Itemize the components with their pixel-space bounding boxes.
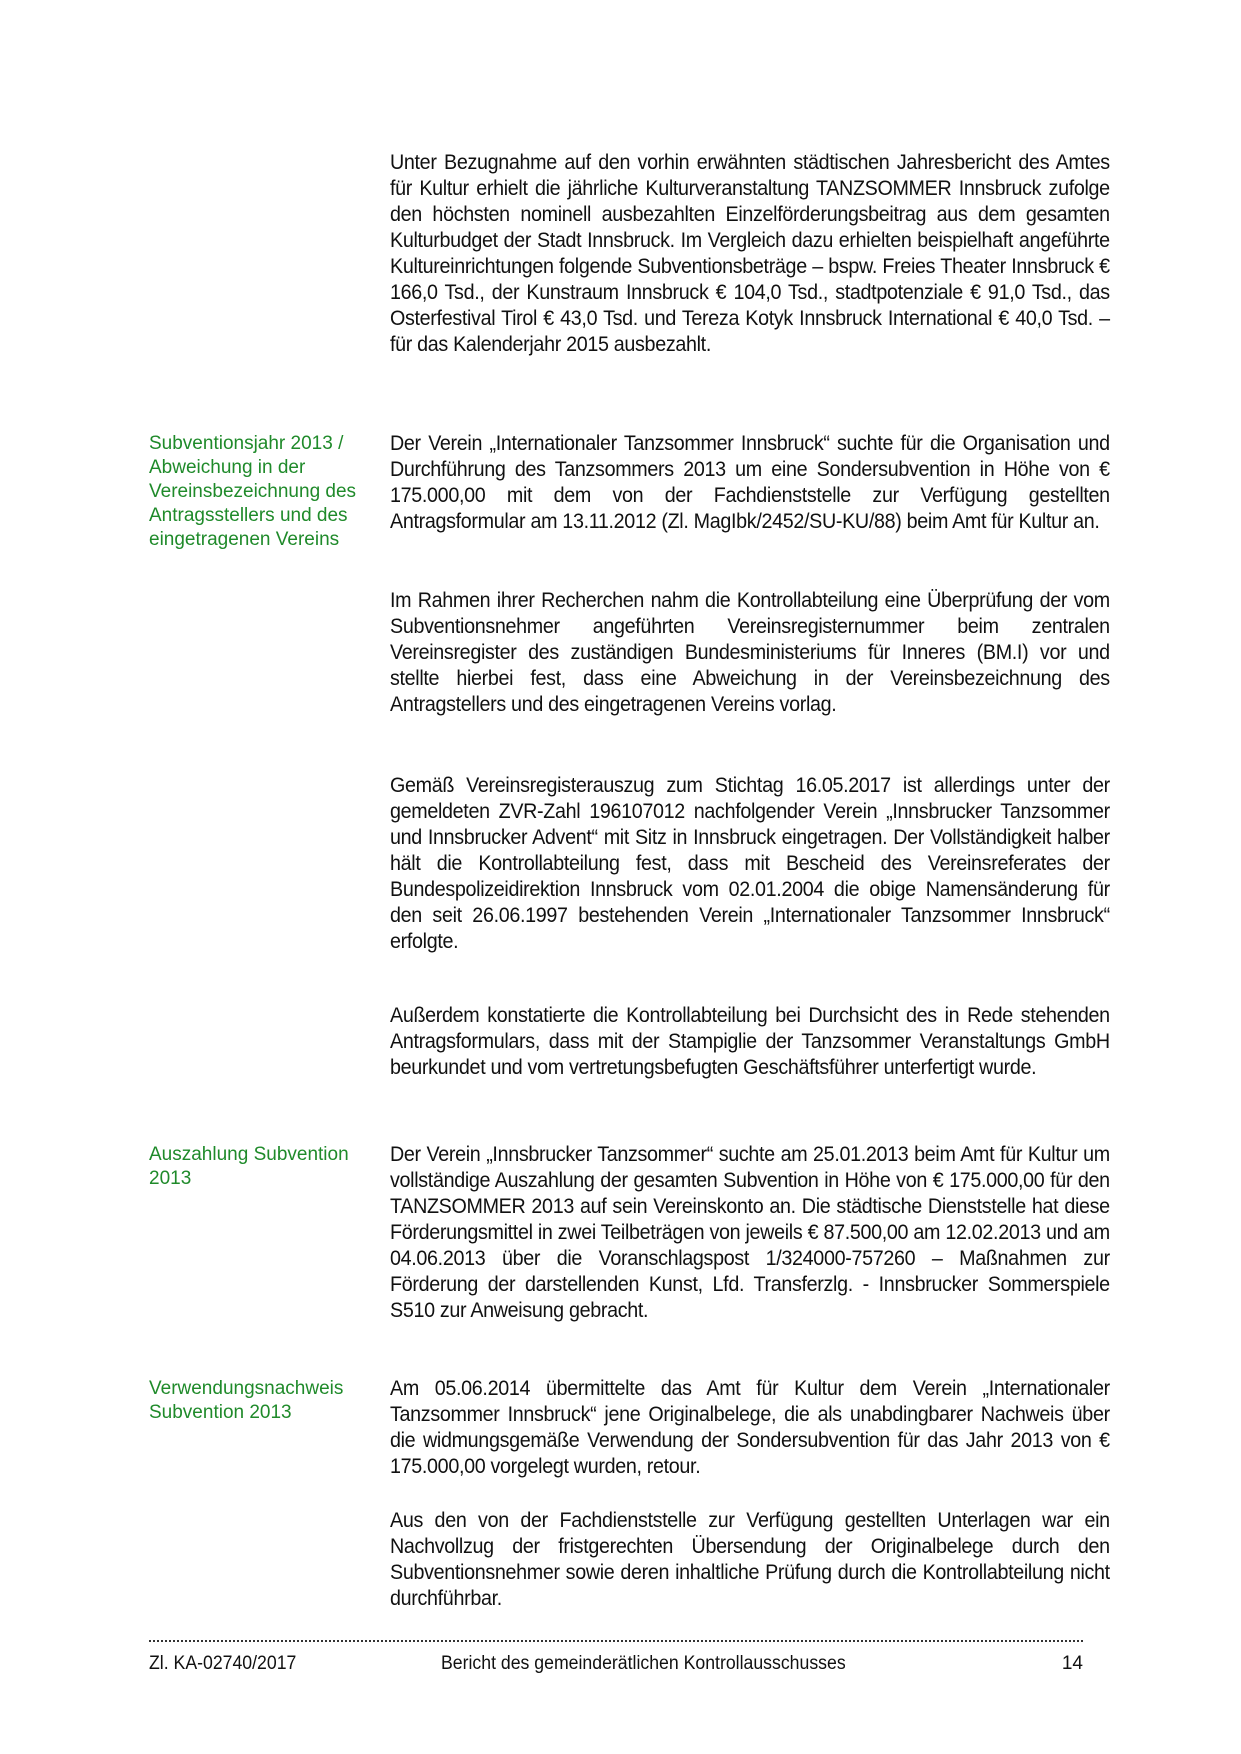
- paragraph-text: Unter Bezugnahme auf den vorhin erwähnten städtischen Jahresbericht des Amtes für Kultur erhielt die jährliche Kulturveranstaltung TANZSOMMER Innsbruck zufolge den höchsten nominell ausbezahlten Einzelförderungsbeitrag aus dem gesamten Kulturbudget der Stadt Innsbruck. Im Vergleich dazu erhielten beispielhaft angeführte Kultureinrichtungen folgende Subventionsbeträge – bspw. Freies Theater Innsbruck € 166,0 Tsd., der Kunstraum Innsbruck € 104,0 Tsd., stadtpotenziale € 91,0 Tsd., das Osterfestival Tirol € 43,0 Tsd. und Tereza Kotyk Innsbruck International € 40,0 Tsd. – für das Kalenderjahr 2015 ausbezahlt.: [390, 151, 1110, 356]
- footer-reference: Zl. KA-02740/2017: [149, 1653, 297, 1674]
- paragraph-originalbelege: [390, 1376, 1110, 1480]
- paragraph-auszahlung: [390, 1142, 1110, 1324]
- page-footer: [149, 1651, 1083, 1677]
- paragraph-text: Am 05.06.2014 übermittelte das Amt für Kultur dem Verein „Internationaler Tanzsommer Innsbruck“ jene Originalbelege, die als unabdingbarer Nachweis über die widmungsgemäße Verwendung der Sondersubvention für das Jahr 2013 von € 175.000,00 vorgelegt wurden, retour.: [390, 1377, 1110, 1478]
- paragraph-text: Gemäß Vereinsregisterauszug zum Stichtag 16.05.2017 ist allerdings unter der gemeldeten ZVR-Zahl 196107012 nachfolgender Verein „Innsbrucker Tanzsommer und Innsbrucker Advent“ mit Sitz in Innsbruck eingetragen. Der Vollständigkeit halber hält die Kontrollabteilung fest, dass mit Bescheid des Vereinsreferates der Bundespolizeidirektion Innsbruck vom 02.01.2004 die obige Namensänderung für den seit 26.06.1997 bestehenden Verein „Internationaler Tanzsommer Innsbruck“ erfolgte.: [390, 774, 1110, 953]
- page-number: 14: [1061, 1653, 1083, 1674]
- paragraph-text: Der Verein „Innsbrucker Tanzsommer“ suchte am 25.01.2013 beim Amt für Kultur um vollständige Auszahlung der gesamten Subvention in Höhe von € 175.000,00 für den TANZSOMMER 2013 auf sein Vereinskonto an. Die städtische Dienststelle hat diese Förderungsmittel in zwei Teilbeträgen von jeweils € 87.500,00 am 12.02.2013 und am 04.06.2013 über die Voranschlagspost 1/324000-757260 – Maßnahmen zur Förderung der darstellenden Kunst, Lfd. Transferzlg. - Innsbrucker Sommerspiele S510 zur Anweisung gebracht.: [390, 1143, 1110, 1322]
- paragraph-text: Aus den von der Fachdienststelle zur Verfügung gestellten Unterlagen war ein Nachvollzug der fristgerechten Übersendung der Originalbelege durch den Subventionsnehmer sowie deren inhaltliche Prüfung durch die Kontrollabteilung nicht durchführbar.: [390, 1509, 1110, 1610]
- footer-title: Bericht des gemeinderätlichen Kontrollausschusses: [441, 1653, 846, 1674]
- paragraph-recherchen: [390, 588, 1110, 718]
- paragraph-jahresbericht: [390, 150, 1110, 358]
- margin-note-abweichung: Subventionsjahr 2013 / Abweichung in der Vereinsbezeichnung des Antragsstellers und des eingetragenen Vereins: [149, 433, 357, 550]
- paragraph-unterlagen: [390, 1508, 1110, 1612]
- paragraph-antragsformular: [390, 1003, 1110, 1081]
- footer-divider: [149, 1640, 1083, 1642]
- margin-note-verwendungsnachweis: Verwendungsnachweis Subvention 2013: [149, 1378, 344, 1423]
- paragraph-text: Der Verein „Internationaler Tanzsommer Innsbruck“ suchte für die Organisation und Durchführung des Tanzsommers 2013 um eine Sondersubvention in Höhe von € 175.000,00 mit dem von der Fachdienststelle zur Verfügung gestellten Antragsformular am 13.11.2012 (Zl. MagIbk/2452/SU-KU/88) beim Amt für Kultur an.: [390, 432, 1110, 533]
- paragraph-antrag: [390, 431, 1110, 535]
- paragraph-text: Außerdem konstatierte die Kontrollabteilung bei Durchsicht des in Rede stehenden Antragsformulars, dass mit der Stampiglie der Tanzsommer Veranstaltungs GmbH beurkundet und vom vertretungsbefugten Geschäftsführer unterfertigt wurde.: [390, 1004, 1110, 1079]
- margin-note-auszahlung: Auszahlung Subvention 2013: [149, 1144, 349, 1189]
- paragraph-text: Im Rahmen ihrer Recherchen nahm die Kontrollabteilung eine Überprüfung der vom Subventionsnehmer angeführten Vereinsregisternummer beim zentralen Vereinsregister des zuständigen Bundesministeriums für Inneres (BM.I) vor und stellte hierbei fest, dass eine Abweichung in der Vereinsbezeichnung des Antragstellers und des eingetragenen Vereins vorlag.: [390, 589, 1110, 716]
- paragraph-vereinsregister: [390, 773, 1110, 955]
